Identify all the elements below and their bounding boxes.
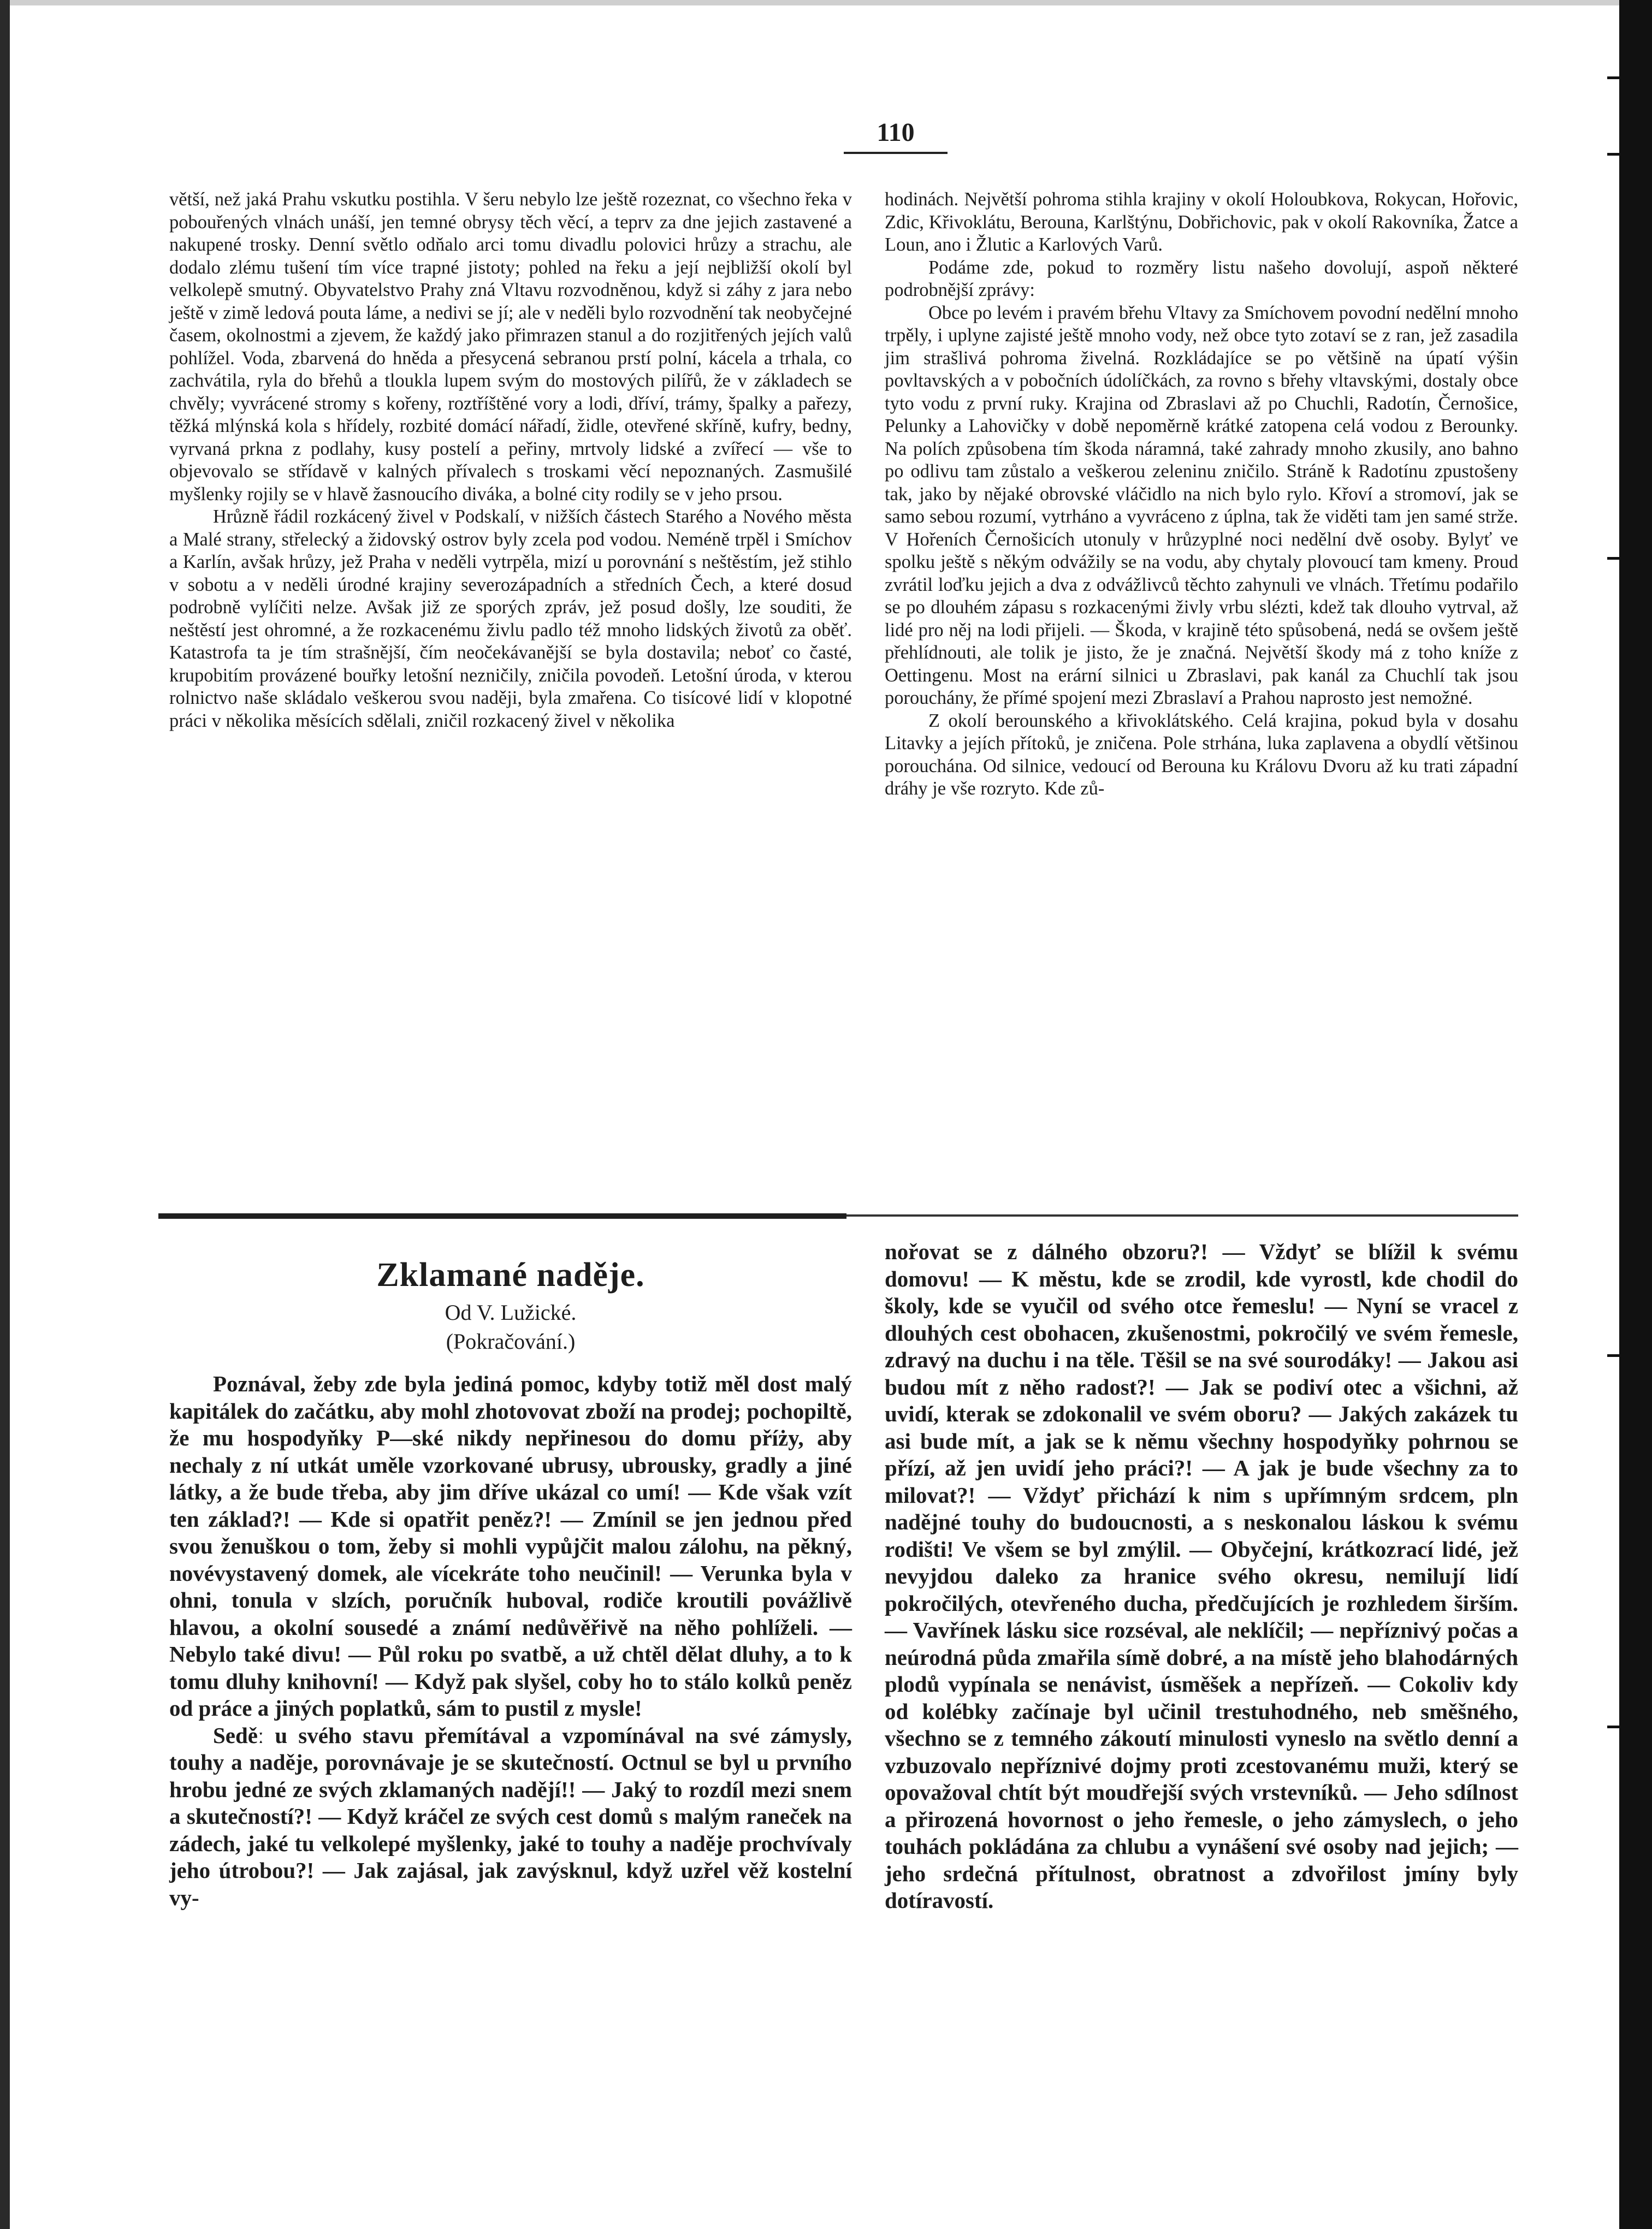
news-paragraph: větší, než jaká Prahu vskutku postihla. V šeru nebylo lze ještě rozeznat, co všechno řeka v pobouřených vlnách unáší, jen temné obrysy těch věcí, a teprv za dne jejich zastavené a nakupené trosky. Denní světlo odňalo arci tomu divadlu polovici hrůzy a strachu, ale dodalo zlému tušení tím více trapné jistoty; pohled na řeku a její nejbližší okolí byl velkolepě smutný. Obyvatelstvo Prahy zná Vltavu rozvodněnou, když si záhy z jara nebo ještě v zimě ledová pouta láme, a nedivi se jí; ale v neděli bylo rozvodnění tak neobyčejné časem, okolnostmi a zjevem, že každý jako přimrazen stanul a do rozjitřených jejích valů pohlížel. Voda, zbarvená do hněda a přesycená sebranou prstí polní, kácela a trhala, co zachvátila, ryla do břehů a tloukla lupem svým do mostových pilířů, že v základech se chvěly; vyvrácené stromy s kořeny, roztříštěné vory a lodi, dříví, trámy, špalky a pařezy, těžká mlýnská kola s hřídely, rozbité domácí nářadí, židle, otevřené skříně, kufry, bedny, vyrvaná prkna z podlahy, kusy postelí a peřiny, mrtvoly lidské a zvířecí — vše to objevovalo se střídavě v kalných přívalech s troskami věcí nepoznaných. Zasmušilé myšlenky rojily se v hlavě žasnoucího diváka, a bolné city rodily se v jeho prsou. [169, 189, 852, 505]
news-paragraph: Podáme zde, pokud to rozměry listu našeho dovolují, aspoň některé podrobnější zprávy: [885, 257, 1518, 300]
story-paragraph: Poznával, žeby zde byla jediná pomoc, kdyby totiž měl dost malý kapitálek do začátku, aby mohl zhotovovat zboží na prodej; pochopiltě, že mu hospodyňky P—ské nikdy nepřinesou do domu příży, aby nechaly z ní utkát uměle vzorkované ubrusy, ubrousky, gradly a jiné látky, a že bude třeba, aby jim dříve ukázal co umí! — Kde však vzít ten základ?! — Kde si opatřit peněz?! — Zmínil se jen jednou před svou ženuškou o tom, žeby si mohli vypůjčit malou zálohu, na pěkný, novévystavený domek, ale vícekráte toho neučinil! — Verunka byla v ohni, tonula v slzích, poručník huboval, rodiče kroutili povážlivě hlavou, a okolní sousedé a známí nedůvěřivě na něho pohlíželi. — Nebylo také divu! — Půl roku po svatbě, a už chtěl dělat dluhy, a to k tomu dluhy knihovní! — Když pak slyšel, coby ho to stálo kolků peněz od práce a jiných poplatků, sám to pustil z mysle! [169, 1371, 852, 1721]
story-paragraph: nořovat se z dálného obzoru?! — Vždyť se blížil k svému domovu! — K městu, kde se zrodil, kde vyrostl, kde chodil do školy, kde se vyučil od svého otce řemeslu! — Nyní se vracel z dlouhých cest obohacen, zkušenostmi, pokročilý ve svém řemesle, zdravý na duchu i na těle. Těšil se na své sourodáky! — Jakou asi budou mít z něho radost?! — Jak se podiví otec a všichni, až uvidí, kterak se zdokonalil ve svém oboru? — Jakých zakázek tu asi bude mít, a jak se k němu všechny hospodyňky pohrnou se přízí, až jen uvidí jeho práci?! — A jak je bude všechny za to milovat?! — Vždyť přichází k nim s upřímným srdcem, pln nadějné touhy do budoucnosti, a s neskonalou láskou k svému rodišti! Ve všem se byl zmýlil. — Obyčejní, krátkozrací lidé, jež nevyjdou daleko za hranice svého okresu, nemilují lidí pokročilých, otevřeného ducha, předčujících je rozhledem širším. — Vavřínek lásku sice rozséval, ale neklíčil; — nepříznivý počas a neúrodná půda zmařila símě dobré, a na místě jeho blahodárných plodů vypínala se nenávist, úsměšek a nepřízeň. — Cokoliv kdy od kolébky začínaje byl učinil trestuhodného, neb směšného, všechno se z temného zákoutí minulosti vyneslo na světlo denní a vzbuzovalo nepříznivé dojmy proti zcestovanému muži, který se opovažoval chtít být moudřejší svých vrstevníků. — Jeho sdílnost a přirozená hovornost o jeho řemesle, o jeho zámyslech, o jeho touhách pokládána za chlubu a vynášení své osoby nad jejich; — jeho srdečná přítulnost, obratnost a zdvořilost jmíny byly dotíravostí. [885, 1239, 1518, 1913]
news-column-right [885, 188, 1518, 801]
page-number: 110 [877, 118, 915, 147]
story-column-right [885, 1238, 1518, 1914]
news-paragraph: Obce po levém i pravém břehu Vltavy za Smíchovem povodní nedělní mnoho trpěly, i uplyne zajisté ještě mnoho vody, než obce tyto zotaví se z ran, jež zasadila jim strašlivá pohroma živelná. Rozkládajíce se po většině na úpatí výšin povltavských a v pobočních údolíčkách, za rovno s břehy vltavskými, dostaly obce tyto vodu z první ruky. Krajina od Zbraslavi až po Chuchli, Radotín, Černošice, Pelunky a Lahovičky v době nepoměrně krátké zatopena celá vodou z Berounky. Na polích způsobena tím škoda náramná, také zahrady mnoho zkusily, ano bahno po odlivu tam zůstalo a veškerou zeleninu zničilo. Stráně k Radotínu zpustošeny tak, jako by nějaké obrovské vláčidlo na nich bylo rylo. Křoví a stromoví, jak se samo sebou rozumí, vytrháno a vyvráceno z úplna, tak že viděti tam jen samé strže. V Hořeních Černošicích utonuly v hrůzyplné noci nedělní dvě osoby. Bylyť ve spolku ještě s někým odvážily se na vodu, aby chytaly plovoucí tam kmeny. Proud zvrátil loďku jejich a dva z odvážlivců těchto zahynuli ve vlnách. Třetímu podařilo se po dlouhém zápasu s rozkacenými živly vrbu slézti, kdež tak dlouho vytrval, až lidé pro něj na lodi přijeli. — Škoda, v krajině této spůsobená, nedá se ovšem ještě přehlídnouti, ale tolik je jisto, že je značná. Největší škody má z toho kníže z Oettingenu. Most na erární silnici u Zbraslavi, pak kanál za Chuchlí tak jsou porouchány, že přímé spojení mezi Zbraslaví a Prahou naprosto jest nemožné. [885, 302, 1518, 708]
story-title: Zklamané naděje. [376, 1256, 645, 1294]
page-number-rule [844, 152, 948, 154]
story-author: Od V. Lužické. [445, 1300, 577, 1325]
news-paragraph: hodinách. Největší pohroma stihla krajiny v okolí Holoubkova, Rokycan, Hořovic, Zdic, Křivoklátu, Berouna, Karlštýnu, Dobřichovic, pak v okolí Rakovníka, Žatce a Loun, ano i Žlutic a Karlových Varů. [885, 189, 1518, 255]
scan-top-edge [0, 0, 1652, 5]
scan-margin-tick [1607, 1726, 1619, 1728]
story-paragraph: Seděː u svého stavu přemítával a vzpomínával na své zámysly, touhy a naděje, porovnávaje je se skutečností. Octnul se byl u prvního hrobu jedné ze svých zklamaných nadějí!! — Jaký to rozdíl mezi snem a skutečností?! — Když kráčel ze svých cest domů s malým raneček na zádech, jaké tu velkolepé myšlenky, jaké to touhy a naděje prochvívaly jeho útrobou?! — Jak zajásal, jak zavýsknul, když uzřel věž kostelní vy- [169, 1722, 852, 1910]
story-continuation-note: (Pokračování.) [446, 1329, 576, 1354]
scan-margin-tick [1607, 76, 1619, 79]
news-paragraph: Hrůzně řádil rozkácený živel v Podskalí, v nižších částech Starého a Nového města a Malé strany, střelecký a židovský ostrov byly zcela pod vodou. Neméně trpěl i Smíchov a Karlín, avšak hrůzy, jež Praha v neděli vytrpěla, mizí u porovnání s neštěstím, jež stihlo v sobotu a v neděli úrodné krajiny severozápadních a středních Čech, a které dosud podrobně vylíčiti nelze. Avšak již ze sporých zpráv, jež posud došly, lze souditi, že neštěstí jest ohromné, a že rozkacenému živlu padlo též mnoho lidských životů za oběť. Katastrofa ta je tím strašnější, čím neočekávanější se byla dostavila; neboť co časté, krupobitím provázené bouřky letošní nezničily, zničila povodeň. Letošní úroda, v kterou rolnictvo naše skládalo veškerou svou naději, byla zmařena. Co tisícové lidí v klopotné práci v několika měsících sdělali, zničil rozkacený živel v několika [169, 506, 852, 731]
story-column-left [169, 1371, 852, 1911]
news-paragraph: Z okolí berounského a křivoklátského. Celá krajina, pokud byla v dosahu Litavky a jejích přítoků, je zničena. Pole strhána, luka zaplavena a obydlí většinou porouchána. Od silnice, vedoucí od Berouna ku Královu Dvoru až ku trati západní dráhy je vše rozryto. Kde zů- [885, 710, 1518, 799]
scan-margin-tick [1607, 557, 1619, 560]
news-column-left [169, 188, 852, 732]
scan-margin-tick [1607, 1354, 1619, 1357]
section-divider [158, 1213, 846, 1219]
scan-right-edge [1619, 0, 1652, 2229]
scan-left-edge [0, 0, 10, 2229]
scan-margin-tick [1607, 153, 1619, 156]
section-divider-thin [846, 1214, 1518, 1217]
